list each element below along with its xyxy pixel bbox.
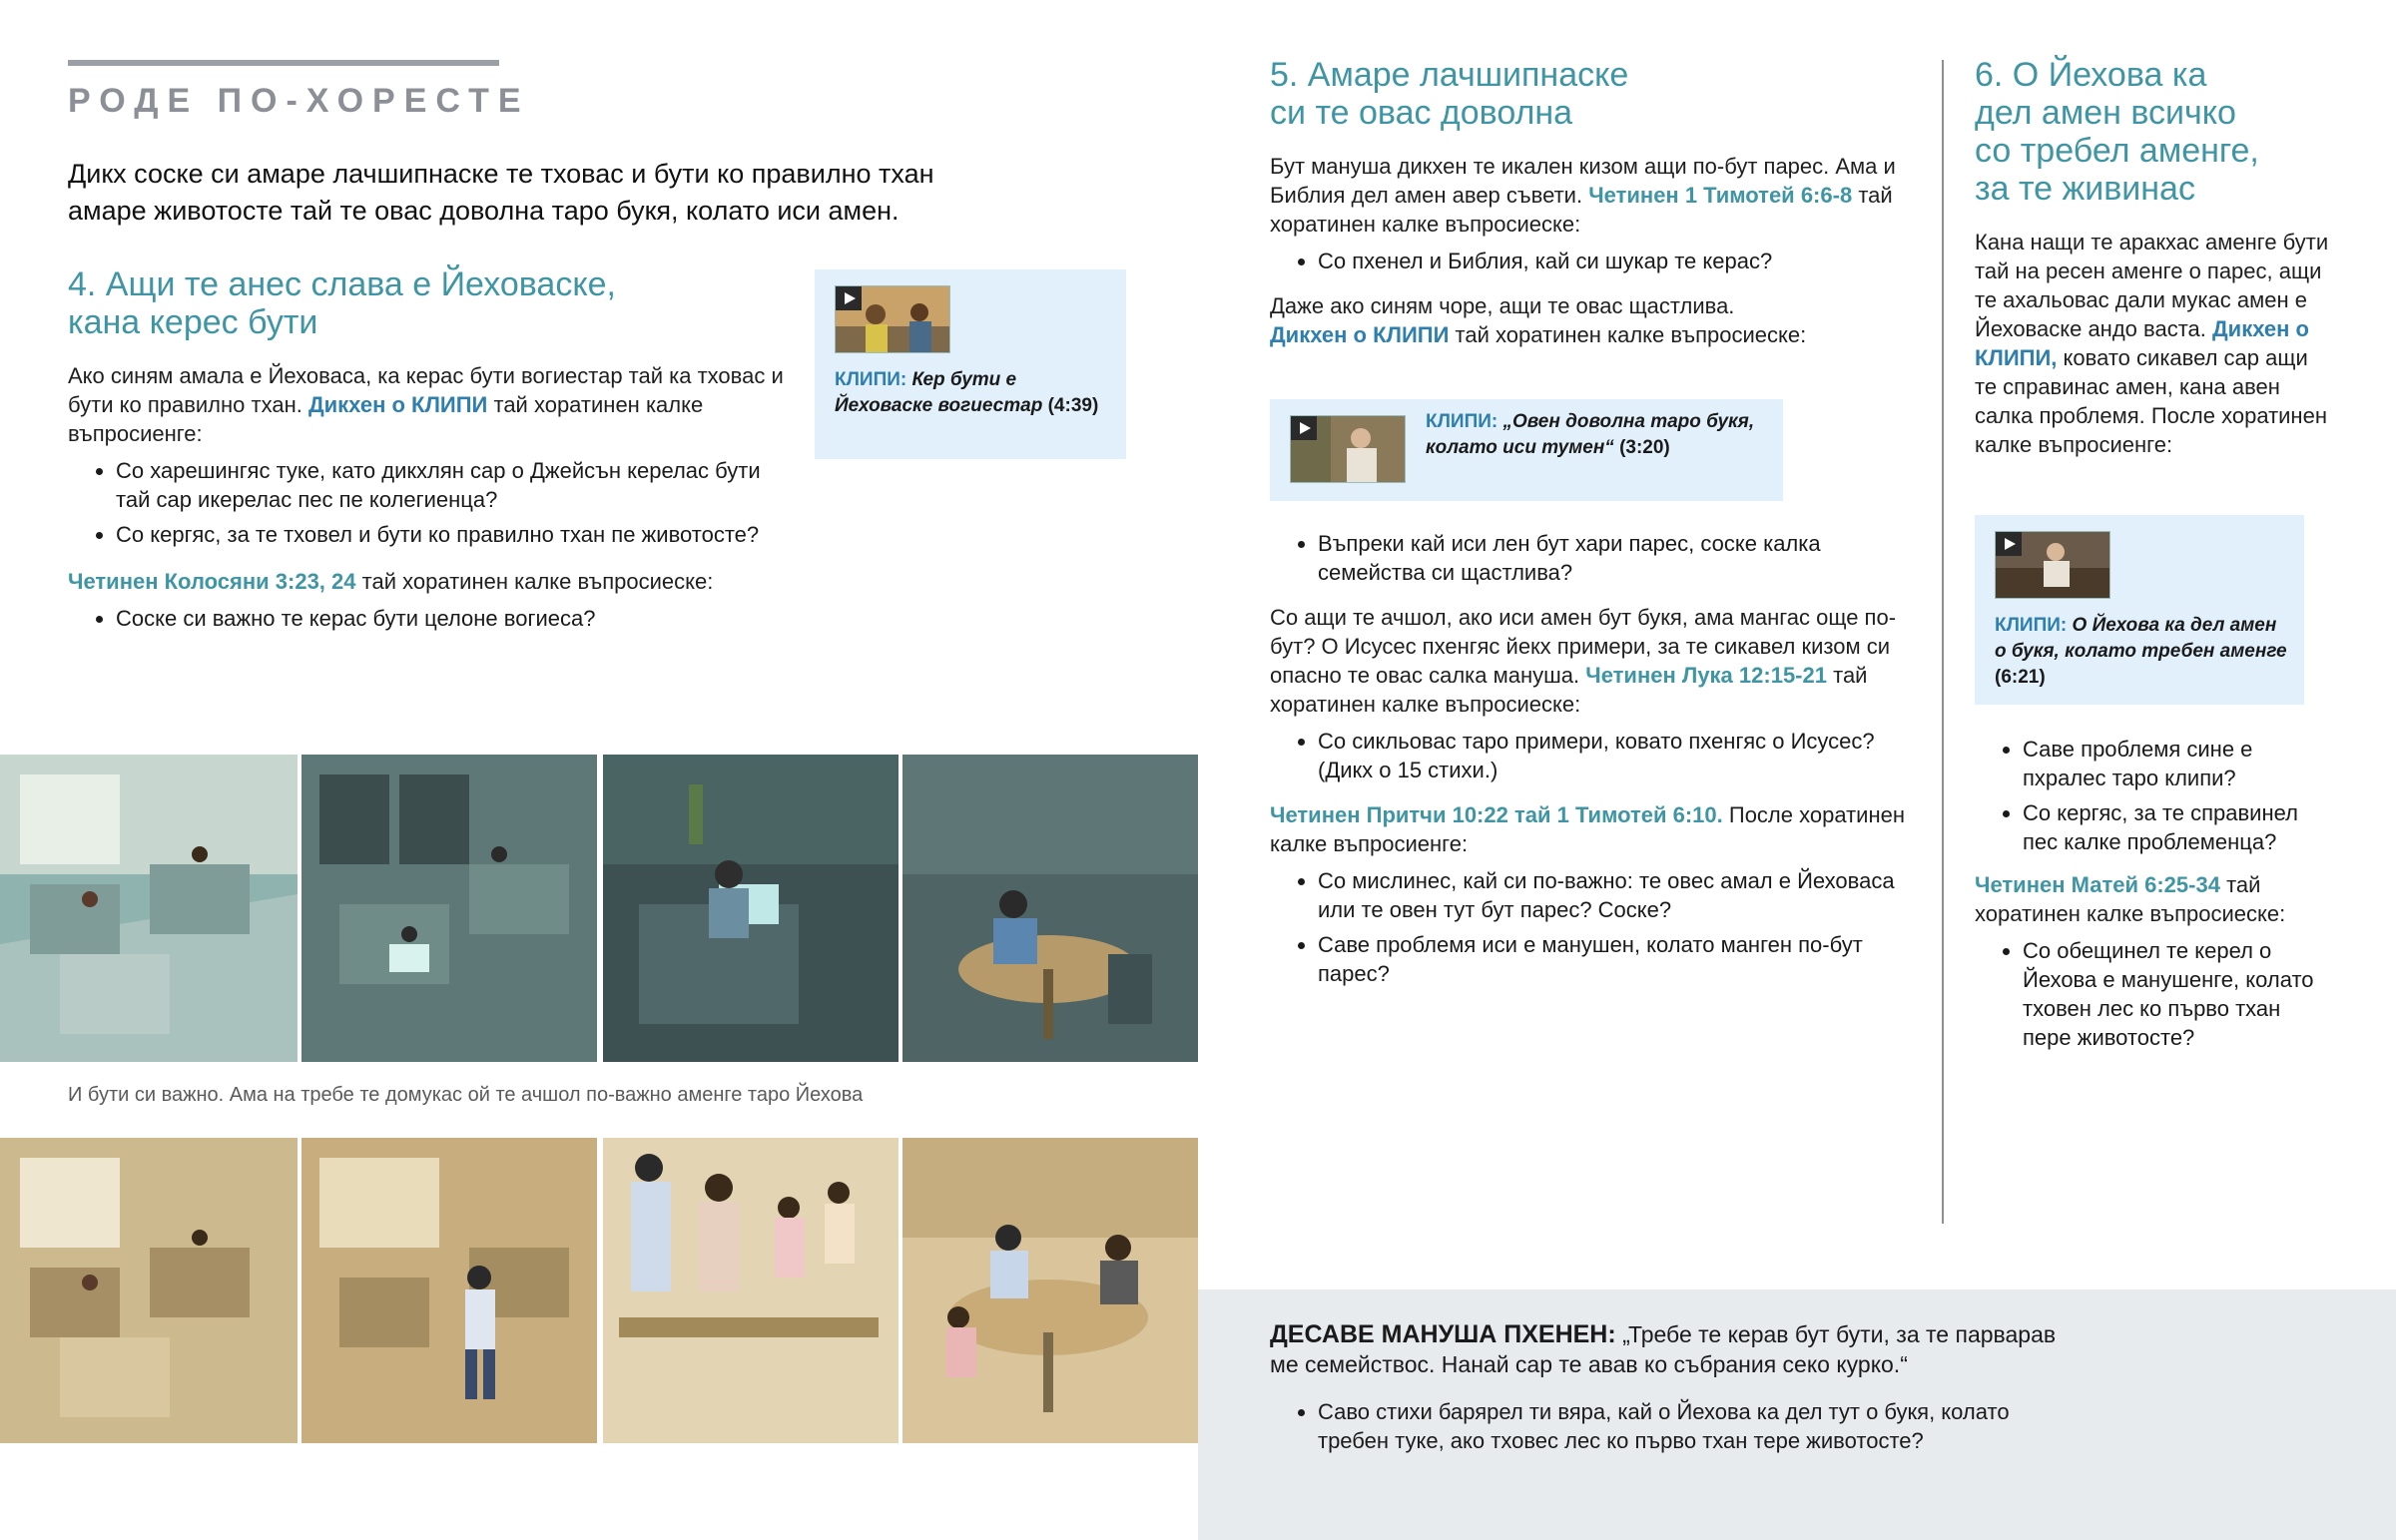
video-caption: КЛИПИ: Кер бути е Йеховаске вогиестар (4:39): [835, 369, 1099, 416]
video-caption: КЛИПИ: „Овен доволна таро букя, колато иси тумен“ (3:20): [1426, 411, 1755, 458]
section-6-continued: [1975, 735, 2334, 1058]
section-label: РОДЕ ПО-ХОРЕСТЕ: [68, 82, 530, 120]
meeting-family-scene: [603, 1138, 898, 1443]
list-item: • Со пхенел и Библия, кай си шукар те керас?: [1318, 247, 1919, 275]
section-rule: [68, 60, 499, 66]
section-5-paragraph-2: Даже ако синям чоре, ащи те овас щастлива. Дикхен о КЛИПИ тай хоратинен калке въпросиеске:: [1270, 293, 1807, 347]
video-link[interactable]: Дикхен о КЛИПИ: [1270, 322, 1450, 347]
list-item: • Саве проблемя иси е манушен, колато манген по-бут парес?: [1318, 930, 1919, 988]
section-5-title: 5. Амаре лачшипнаске си те овас доволна: [1270, 56, 1629, 132]
section-5-paragraph-1: Бут мануша дикхен те икален кизом ащи по-бут парес. Ама и Библия дел амен авер съвети. Четинен 1 Тимотей 6:6-8 тай хоратинен калке въпросиеске:: [1270, 154, 1896, 237]
section-4-paragraph: Ако синям амала е Йеховаса, ка керас бути вогиестар тай ка тховас и бути ко правилно тхан. Дикхен о КЛИПИ тай хоратинен калке въпросиенге:: [68, 363, 784, 446]
office-leaving-scene: [301, 1138, 597, 1443]
list-item: • Соске си важно те керас бути целоне вогиеса?: [116, 604, 787, 633]
section-5: [1270, 56, 1919, 349]
office-night-scene: [603, 755, 898, 1062]
scripture-link[interactable]: Четинен Матей 6:25-34: [1975, 872, 2220, 897]
video-box-6[interactable]: [1975, 515, 2304, 705]
column-divider: [1942, 60, 1944, 1224]
illustration-strip-top: [0, 755, 1198, 1062]
section-5-continued: [1270, 529, 1919, 994]
section-6-questions-1: [1975, 735, 2334, 856]
scripture-link[interactable]: Четинен 1 Тимотей 6:6-8: [1588, 183, 1853, 208]
section-4-title: 4. Ащи те анес слава е Йеховаске, кана керес бути: [68, 265, 616, 341]
section-5-questions-3: [1270, 727, 1919, 784]
section-4-reading: Четинен Колосяни 3:23, 24 тай хоратинен калке въпросиеске:: [68, 569, 714, 594]
section-6-paragraph-1: Кана нащи те аракхас аменге бути тай на ресен аменге о парес, ащи те ахальовас дали мукас амен е Йеховаске андо васта. Дикхен о КЛИПИ, ковато сикавел сар ащи те справинас амен, кана авен салка проблемя. После хоратинен калке въпросиенге:: [1975, 230, 2329, 457]
scripture-link[interactable]: Четинен Лука 12:15-21: [1585, 663, 1827, 688]
section-5-paragraph-3: Со ащи те ачшол, ако иси амен бут букя, ама мангас още по-бут? О Исусес пхенгяс йекх примери, за те сикавел кизом си опасно те овас салка мануша. Четинен Лука 12:15-21 тай хоратинен калке въпросиеске:: [1270, 605, 1897, 717]
office-day-scene-1: [0, 755, 298, 1062]
video-caption: КЛИПИ: О Йехова ка дел амен о букя, колато требен аменге (6:21): [1995, 615, 2287, 688]
list-item: • Со сикльовас таро примери, ковато пхенгяс о Исусес? (Дикх о 15 стихи.): [1318, 727, 1919, 784]
scripture-link[interactable]: Четинен Притчи 10:22 тай 1 Тимотей 6:10.: [1270, 802, 1723, 827]
video-box-5[interactable]: [1270, 399, 1783, 501]
list-item: • Со обещинел те керел о Йехова е манушенге, колато тховен лес ко първо тхан пере животосте?: [2023, 936, 2334, 1052]
what-some-say-questions: [1270, 1397, 2077, 1461]
list-item: • Саво стихи барярел ти вяра, кай о Йехова ка дел тут о букя, колато требен туке, ако тховес лес ко първо тхан тере животосте?: [1318, 1397, 2077, 1455]
video-thumbnail[interactable]: [1290, 415, 1406, 483]
illustration-strip-bottom: [0, 1138, 1198, 1443]
what-some-say-text: ДЕСАВЕ МАНУША ПХЕНЕН: „Требе те керав бут бути, за те парварав ме семействос. Нанай сар те авав ко събрания секо курко.“: [1270, 1320, 2057, 1377]
list-item: • Со харешингяс туке, като дикхлян сар о Джейсън керелас бути тай сар икерелас пес пе колегиенца?: [116, 456, 787, 514]
kitchen-night-scene: [902, 755, 1198, 1062]
section-6-questions-2: [1975, 936, 2334, 1052]
family-dinner-scene: [902, 1138, 1198, 1443]
section-5-questions-1: [1270, 247, 1919, 275]
section-5-questions-2: [1270, 529, 1919, 587]
office-evening-scene-1: [301, 755, 597, 1062]
office-day-scene-2: [0, 1138, 298, 1443]
section-4: [68, 265, 787, 639]
section-4-questions: [68, 456, 787, 549]
what-some-say-box: [1198, 1289, 2396, 1540]
play-icon[interactable]: [836, 286, 862, 310]
play-icon[interactable]: [1996, 532, 2022, 556]
play-icon[interactable]: [1291, 416, 1317, 440]
video-thumbnail[interactable]: [1995, 531, 2110, 599]
list-item: • Саве проблемя сине е пхралес таро клипи?: [2023, 735, 2334, 792]
list-item: • Въпреки кай иси лен бут хари парес, соске калка семейства си щастлива?: [1318, 529, 1919, 587]
list-item: • Со кергяс, за те тховел и бути ко правилно тхан пе животосте?: [116, 520, 787, 549]
section-4-questions-2: [68, 604, 787, 633]
section-6: [1975, 56, 2334, 459]
section-5-questions-4: [1270, 866, 1919, 988]
list-item: • Со мислинес, кай си по-важно: те овес амал е Йеховаса или те овен тут бут парес? Соске?: [1318, 866, 1919, 924]
section-5-paragraph-4: Четинен Притчи 10:22 тай 1 Тимотей 6:10. После хоратинен калке въпросиенге:: [1270, 802, 1905, 856]
video-link[interactable]: Дикхен о КЛИПИ,: [1975, 316, 2309, 370]
list-item: • Со кергяс, за те справинел пес калке проблеменца?: [2023, 798, 2334, 856]
video-link[interactable]: Дикхен о КЛИПИ: [307, 392, 488, 417]
video-thumbnail[interactable]: [835, 285, 950, 353]
illustration-caption: И бути си важно. Ама на требе те домукас ой те ачшол по-важно аменге таро Йехова: [68, 1084, 864, 1106]
section-6-paragraph-2: Четинен Матей 6:25-34 тай хоратинен калке въпросиеске:: [1975, 872, 2286, 926]
intro-text: Дикх соске си амаре лачшипнаске те тховас и бути ко правилно тхан амаре животосте тай те овас доволна таро букя, колато иси амен.: [68, 159, 934, 226]
what-some-say-label: ДЕСАВЕ МАНУША ПХЕНЕН:: [1270, 1320, 1616, 1348]
section-6-title: 6. О Йехова ка дел амен всичко со требел аменге, за те живинас: [1975, 56, 2259, 208]
video-box-4[interactable]: [815, 269, 1126, 459]
scripture-link[interactable]: Четинен Колосяни 3:23, 24: [68, 569, 356, 594]
